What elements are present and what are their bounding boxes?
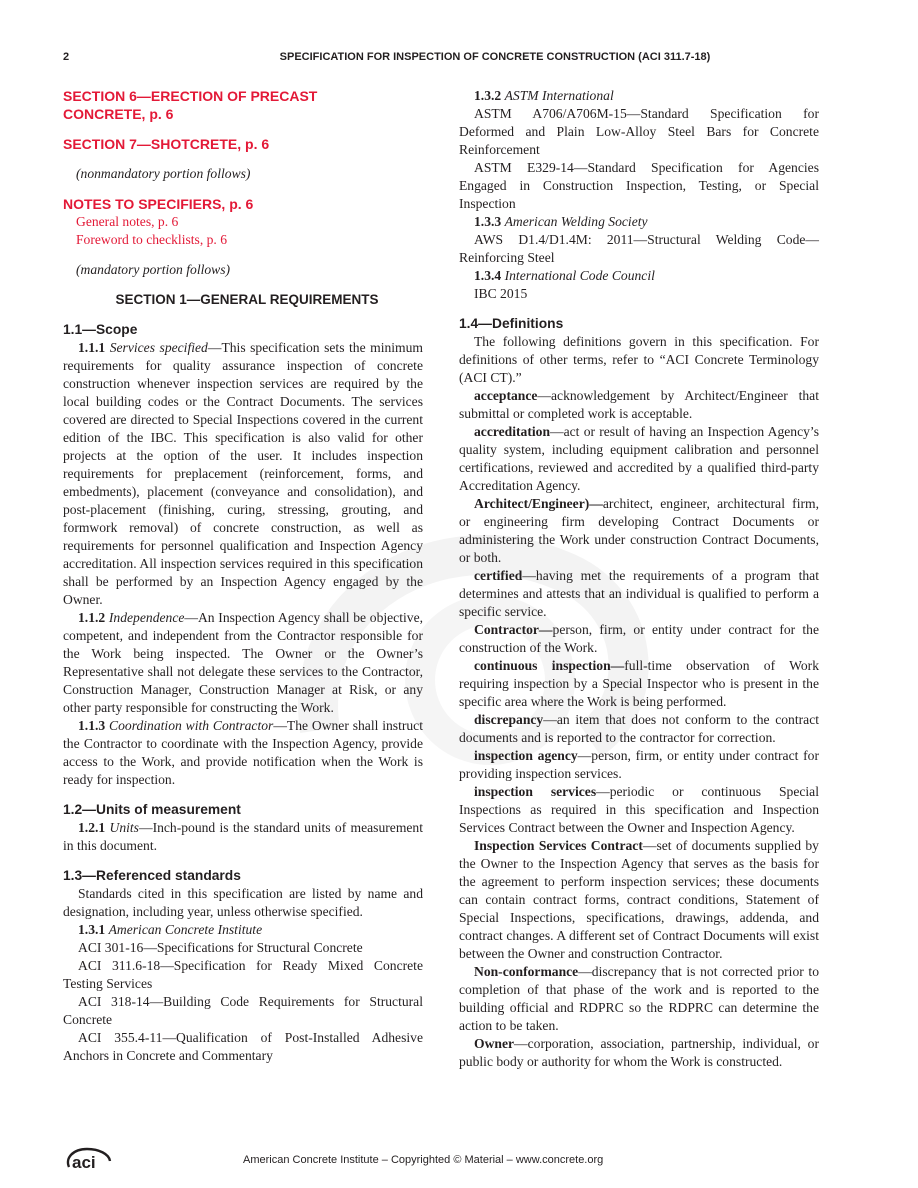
section-1-title: SECTION 1—GENERAL REQUIREMENTS: [115, 292, 379, 307]
aci-logo: [63, 1146, 115, 1172]
page-footer: [63, 1146, 843, 1174]
ref-aci-355-4: ACI 355.4-11—Qualification of Post-Installed Adhesive Anchors in Concrete and Commentary: [63, 1030, 423, 1063]
heading-1-4: 1.4—Definitions: [459, 316, 564, 331]
def-certified: certified—having met the requirements of a program that determines and attests that an individual is qualified to perform a specific service.: [459, 568, 819, 619]
def-acceptance: acceptance—acknowledgement by Architect/Engineer that submittal or completed work is acceptable.: [459, 388, 819, 421]
def-inspection-agency: inspection agency—person, firm, or entity under contract for providing inspection services.: [459, 748, 819, 781]
ref-aci-318: ACI 318-14—Building Code Requirements for Structural Concrete: [63, 994, 423, 1027]
def-architect-engineer: Architect/Engineer)—architect, engineer, architectural firm, or engineering firm developing Contract Documents or administering the Work under construction Contract Documents, or both.: [459, 496, 819, 565]
para-1-1-1: 1.1.1 Services specified—This specification sets the minimum requirements for quality assurance inspection of concrete construction whenever inspection services are required by the local building codes or the Contract Documents. The services covered are directed to Special Inspections covered in the current edition of the IBC. This specification is also valid for other projects at the option of the user. It includes inspection requirements for preplacement (reinforcement, forms, and embedments), placement (conveyance and consolidation), and post-placement (finishing, curing, stressing, grouting, and formwork removal) of concrete construction, as well as requirements for personnel qualification and Inspection Agency accreditation. All inspection services required in this specification shall be performed by an Inspection Agency engaged by the Owner.: [63, 340, 423, 607]
para-1-1-3: 1.1.3 Coordination with Contractor—The Owner shall instruct the Contractor to coordinate with the Inspection Agency, provide access to the Work, and provide notification when the Work is ready for inspection.: [63, 718, 423, 787]
page-number: 2: [63, 51, 70, 63]
nonmandatory-note: (nonmandatory portion follows): [76, 166, 251, 181]
def-non-conformance: Non-conformance—discrepancy that is not corrected prior to completion of that phase of the work and is reported to the building official and RDPRC so the RDPRC can determine the action to be taken.: [459, 964, 819, 1033]
def-inspection-services-contract: Inspection Services Contract—set of documents supplied by the Owner to the Inspection Agency that serves as the basis for the agreement to perform inspection services; these documents can contain contract forms, contract conditions, Statement of Special Inspections, specifications, drawings, addenda, and contract changes. A different set of Contract Documents will exist between the Owner and construction Contractor.: [459, 838, 819, 961]
toc-general-notes: General notes, p. 6: [76, 214, 179, 229]
def-contractor: Contractor—person, firm, or entity under contract for the construction of the Work.: [459, 622, 819, 655]
ref-aci-301: ACI 301-16—Specifications for Structural Concrete: [78, 940, 363, 955]
para-1-2-1: 1.2.1 Units—Inch-pound is the standard units of measurement in this document.: [63, 820, 423, 853]
right-column: [459, 87, 819, 1071]
left-column: [63, 87, 423, 1065]
para-1-3-intro: Standards cited in this specification are listed by name and designation, including year, unless otherwise specified.: [63, 886, 423, 919]
ref-astm-a706: ASTM A706/A706M-15—Standard Specification for Deformed and Plain Low-Alloy Steel Bars for Concrete Reinforcement: [459, 106, 819, 157]
def-accreditation: accreditation—act or result of having an Inspection Agency’s quality system, including equipment calibration and personnel certifications, reviewed and accredited by a qualified third-party Accreditation Agency.: [459, 424, 819, 493]
def-inspection-services: inspection services—periodic or continuous Special Inspections as required in this specification and Inspection Services Contract between the Owner and Inspection Agency.: [459, 784, 819, 835]
def-owner: Owner—corporation, association, partnership, individual, or public body or authority for whom the Work is constructed.: [459, 1036, 819, 1069]
page-header: [63, 51, 843, 67]
ref-ibc: IBC 2015: [474, 286, 528, 301]
svg-text:aci: aci: [72, 1153, 96, 1172]
heading-1-2: 1.2—Units of measurement: [63, 802, 241, 817]
heading-1-3: 1.3—Referenced standards: [63, 868, 241, 883]
heading-1-1: 1.1—Scope: [63, 322, 138, 337]
toc-foreword: Foreword to checklists, p. 6: [76, 232, 228, 247]
para-1-3-3: 1.3.3 American Welding Society: [474, 214, 648, 229]
running-title: SPECIFICATION FOR INSPECTION OF CONCRETE CONSTRUCTION (ACI 311.7-18): [279, 51, 711, 63]
para-1-3-1: 1.3.1 American Concrete Institute: [78, 922, 263, 937]
toc-notes-to-specifiers: NOTES TO SPECIFIERS, p. 6: [63, 196, 254, 212]
para-1-3-4: 1.3.4 International Code Council: [474, 268, 655, 283]
def-discrepancy: discrepancy—an item that does not conform to the contract documents and is reported to the contractor for correction.: [459, 712, 819, 745]
ref-aci-311-6: ACI 311.6-18—Specification for Ready Mixed Concrete Testing Services: [63, 958, 423, 991]
defs-intro: The following definitions govern in this specification. For definitions of other terms, refer to “ACI Concrete Terminology (ACI CT).”: [459, 334, 819, 385]
mandatory-note: (mandatory portion follows): [76, 262, 231, 277]
para-1-1-2: 1.1.2 Independence—An Inspection Agency shall be objective, competent, and independent from the Contractor responsible for the Work being inspected. The Owner or the Owner’s Representative shall not delegate these services to the Contractor, Construction Manager, Construction Manager at Risk, or any other party responsible for constructing the Work.: [63, 610, 424, 715]
toc-section-6: SECTION 6—ERECTION OF PRECAST CONCRETE, p. 6: [63, 88, 318, 122]
ref-aws-d1-4: AWS D1.4/D1.4M: 2011—Structural Welding Code—Reinforcing Steel: [459, 232, 819, 265]
ref-astm-e329: ASTM E329-14—Standard Specification for Agencies Engaged in Construction Inspection, Testing, or Special Inspection: [459, 160, 819, 211]
copyright-footer: American Concrete Institute – Copyrighted © Material – www.concrete.org: [243, 1154, 604, 1166]
def-continuous-inspection: continuous inspection—full-time observation of Work requiring inspection by a Special Inspector who is present in the specific area where the Work is being performed.: [459, 658, 819, 709]
toc-section-7: SECTION 7—SHOTCRETE, p. 6: [63, 136, 270, 152]
para-1-3-2: 1.3.2 ASTM International: [474, 88, 614, 103]
